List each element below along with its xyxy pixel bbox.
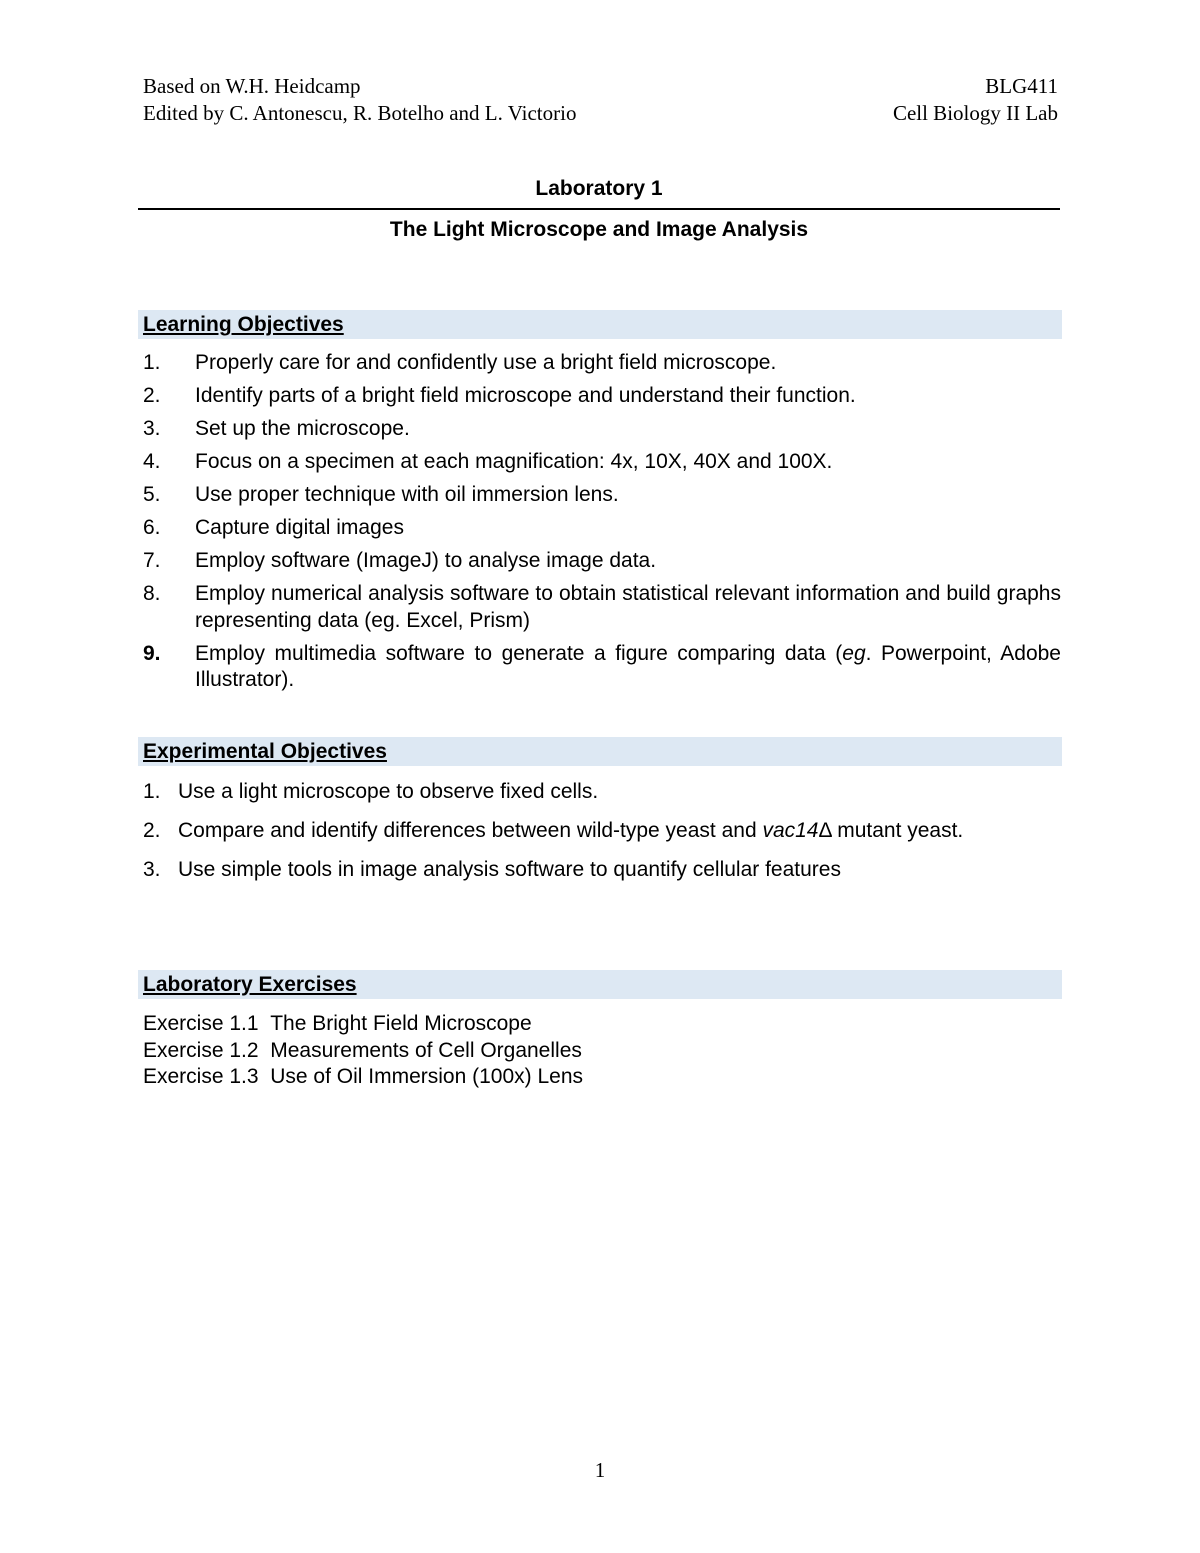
exercise-item: Exercise 1.2 Measurements of Cell Organelles bbox=[143, 1039, 582, 1062]
list-item: 4. Focus on a specimen at each magnification: 4x, 10X, 40X and 100X. bbox=[143, 450, 833, 473]
experimental-objectives-header bbox=[138, 737, 1062, 766]
title-divider bbox=[138, 208, 1060, 210]
list-item: 7. Employ software (ImageJ) to analyse image data. bbox=[143, 549, 657, 572]
section-heading: Experimental Objectives bbox=[143, 740, 387, 763]
experimental-objectives-list bbox=[143, 778, 1061, 895]
list-item: 2. Compare and identify differences between wild-type yeast and vac14Δ mutant yeast. bbox=[143, 819, 964, 842]
list-item: 2. Identify parts of a bright field microscope and understand their function. bbox=[143, 384, 856, 407]
list-item: 1. Properly care for and confidently use a bright field microscope. bbox=[143, 351, 777, 374]
list-item: 1. Use a light microscope to observe fixed cells. bbox=[143, 780, 599, 803]
section-heading: Laboratory Exercises bbox=[143, 973, 357, 996]
list-item: 6. Capture digital images bbox=[143, 516, 404, 539]
list-item: 3. Use simple tools in image analysis software to quantify cellular features bbox=[143, 858, 841, 881]
list-item: 3. Set up the microscope. bbox=[143, 417, 410, 440]
lab-title: Laboratory 1 bbox=[535, 177, 663, 200]
header-source: Based on W.H. Heidcamp bbox=[143, 74, 361, 98]
header-course-name: Cell Biology II Lab bbox=[892, 101, 1058, 125]
learning-objectives-header bbox=[138, 310, 1062, 339]
list-item: 9. Employ multimedia software to generate a figure comparing data (eg. Powerpoint, Adobe Illustrator). bbox=[143, 641, 1061, 691]
lab-subtitle: The Light Microscope and Image Analysis bbox=[389, 218, 809, 241]
section-heading: Learning Objectives bbox=[143, 313, 344, 336]
exercise-item: Exercise 1.1 The Bright Field Microscope bbox=[143, 1012, 532, 1035]
exercise-item: Exercise 1.3 Use of Oil Immersion (100x) Lens bbox=[143, 1065, 584, 1088]
learning-objectives-list bbox=[143, 350, 1061, 700]
header-editors: Edited by C. Antonescu, R. Botelho and L. Victorio bbox=[143, 101, 577, 125]
header-course-code: BLG411 bbox=[985, 74, 1058, 98]
page-number: 1 bbox=[594, 1458, 606, 1482]
list-item: 8. Employ numerical analysis software to obtain statistical relevant information and build graphs representing data (eg. Excel, Prism) bbox=[143, 582, 1061, 632]
list-item: 5. Use proper technique with oil immersion lens. bbox=[143, 483, 619, 506]
laboratory-exercises-header bbox=[138, 970, 1062, 999]
